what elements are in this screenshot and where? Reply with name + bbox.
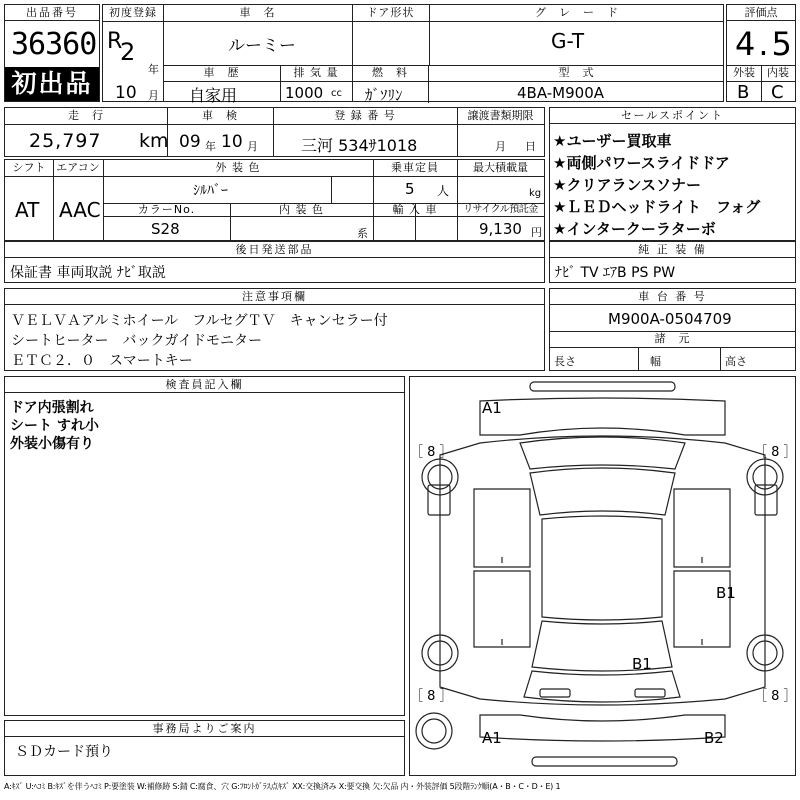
spec-section bbox=[4, 159, 545, 241]
overall-score: 4.5 bbox=[735, 25, 795, 63]
sales-point-item: ★両側パワースライドドア bbox=[553, 154, 730, 172]
ext-color-value: ｼﾙﾊﾞｰ bbox=[193, 183, 228, 199]
aircon-value: AAC bbox=[59, 198, 101, 222]
registration-section bbox=[4, 107, 545, 157]
car-name-label: 車 名 bbox=[239, 6, 276, 19]
sales-point-item: ★インタークーラターボ bbox=[553, 220, 716, 238]
dimensions-label: 諸 元 bbox=[654, 332, 691, 345]
inspection-year: 09 bbox=[179, 132, 201, 152]
sales-point-item: ★ＬＥＤヘッドライト フォグ bbox=[553, 198, 761, 216]
history-label: 車 歴 bbox=[203, 66, 240, 79]
inspection-year-unit: 年 bbox=[205, 140, 216, 153]
exterior-score: B bbox=[737, 82, 750, 103]
car-name: ルーミー bbox=[228, 36, 296, 56]
office-label: 事務局よりご案内 bbox=[5, 721, 404, 737]
office-value: ＳＤカード預り bbox=[15, 744, 113, 760]
color-no-label: カラーNo. bbox=[137, 203, 196, 216]
capacity-label: 乗車定員 bbox=[391, 161, 439, 174]
notes-line: ＶＥＬＶＡアルミホイール フルセグＴＶ キャンセラー付 bbox=[11, 313, 388, 329]
damage-mark-right-b1: B1 bbox=[716, 584, 736, 602]
car-outline-diagram bbox=[410, 377, 795, 775]
tire-tread-front-left: ［ 8 ］ bbox=[410, 445, 453, 460]
damage-mark-rear-b1: B1 bbox=[632, 655, 652, 673]
office-section bbox=[4, 720, 405, 776]
recycle-label: リサイクル預託金 bbox=[463, 204, 538, 215]
genuine-equipment-label: 純 正 装 備 bbox=[550, 242, 795, 258]
lot-label: 出品番号 bbox=[5, 5, 99, 21]
mileage-unit: km bbox=[139, 130, 169, 152]
recycle-value: 9,130 bbox=[479, 220, 522, 238]
inspector-label: 検査員記入欄 bbox=[5, 377, 404, 393]
sales-point-item: ★クリアランスソナー bbox=[553, 176, 701, 194]
plate-label: 登 録 番 号 bbox=[334, 109, 396, 122]
plate-value: 三河 534ｻ1018 bbox=[301, 136, 418, 155]
displacement-label: 排 気 量 bbox=[293, 66, 339, 79]
import-label: 輸 入 車 bbox=[392, 203, 438, 216]
max-load-unit: kg bbox=[529, 188, 542, 199]
score-section bbox=[726, 4, 796, 102]
inspection-month: 10 bbox=[221, 132, 243, 152]
chassis-label: 車 台 番 号 bbox=[550, 289, 795, 305]
grade-value: G-T bbox=[551, 29, 585, 53]
genuine-equipment-section bbox=[549, 241, 796, 283]
genuine-equipment-value: ﾅﾋﾞ TV ｴｱB PS PW bbox=[555, 265, 676, 281]
displacement-unit: cc bbox=[331, 88, 342, 99]
notes-label: 注意事項欄 bbox=[5, 289, 544, 305]
sales-point-item: ★ユーザー買取車 bbox=[553, 132, 672, 150]
first-listing-badge: 初出品 bbox=[5, 67, 99, 101]
capacity-value: 5 bbox=[405, 180, 415, 198]
damage-diagram bbox=[409, 376, 796, 776]
displacement-value: 1000 bbox=[285, 84, 324, 102]
tire-tread-rear-left: ［ 8 ］ bbox=[410, 689, 453, 704]
inspection-label: 車 検 bbox=[202, 109, 238, 122]
tire-tread-front-right: ［ 8 ］ bbox=[754, 445, 797, 460]
mileage-value: 25,797 bbox=[29, 130, 102, 152]
shift-label: シフト bbox=[12, 161, 46, 174]
first-reg-month: 10 bbox=[115, 83, 137, 103]
int-color-label: 内 装 色 bbox=[279, 203, 324, 216]
int-color-unit: 系 bbox=[357, 227, 368, 240]
tire-tread-rear-right: ［ 8 ］ bbox=[754, 689, 797, 704]
sales-points-section bbox=[549, 107, 796, 241]
aircon-label: エアコン bbox=[56, 161, 100, 174]
vehicle-basic-section bbox=[102, 4, 724, 105]
damage-mark-rear-b2: B2 bbox=[704, 729, 724, 747]
notes-line: シートヒーター バックガイドモニター bbox=[11, 333, 263, 349]
mileage-label: 走 行 bbox=[68, 109, 104, 122]
door-label: ドア形状 bbox=[366, 6, 415, 19]
sales-points-label: セールスポイント bbox=[550, 108, 795, 124]
color-no-value: S28 bbox=[151, 220, 180, 238]
interior-score: C bbox=[771, 82, 784, 103]
max-load-label: 最大積載量 bbox=[473, 161, 528, 174]
inspector-line: シート すれ小 bbox=[10, 418, 99, 434]
inspector-line: 外装小傷有り bbox=[10, 436, 94, 452]
first-reg-label: 初度登録 bbox=[109, 6, 157, 19]
interior-score-label: 内装 bbox=[767, 66, 789, 79]
transfer-day-unit: 日 bbox=[525, 140, 536, 153]
chassis-section bbox=[549, 288, 796, 371]
transfer-month-unit: 月 bbox=[495, 140, 506, 153]
first-reg-month-unit: 月 bbox=[148, 89, 159, 102]
shift-value: AT bbox=[15, 198, 40, 222]
fuel-label: 燃 料 bbox=[372, 66, 408, 79]
damage-legend: A:ｷｽﾞ U:ﾍｺﾐ B:ｷｽﾞを伴うﾍｺﾐ P:要塗装 W:補修跡 S:錆 C:腐食、穴 G:ﾌﾛﾝﾄｶﾞﾗｽ点ｷｽﾞ XX:交換済み X:要交換 欠:欠品 内・外装評価 5段階ﾗﾝｸ順(A・B・C・D・E) 1 bbox=[4, 782, 561, 791]
later-parts-label: 後日発送部品 bbox=[5, 242, 544, 258]
recycle-unit: 円 bbox=[531, 226, 542, 239]
first-reg-era: R bbox=[107, 29, 123, 54]
capacity-unit: 人 bbox=[437, 184, 450, 198]
inspector-section bbox=[4, 376, 405, 716]
first-reg-year-unit: 年 bbox=[148, 63, 159, 76]
first-reg-year: 2 bbox=[120, 38, 136, 66]
transfer-due-label: 譲渡書類期限 bbox=[467, 109, 534, 122]
later-parts-section bbox=[4, 241, 545, 283]
inspector-line: ドア内張割れ bbox=[10, 400, 94, 416]
notes-line: ＥＴＣ２．０ スマートキー bbox=[11, 353, 193, 369]
chassis-number: M900A-0504709 bbox=[608, 310, 732, 328]
length-label: 長さ bbox=[554, 355, 576, 368]
inspection-month-unit: 月 bbox=[247, 140, 258, 153]
fuel-value: ｶﾞｿﾘﾝ bbox=[365, 86, 403, 104]
ext-color-label: 外 装 色 bbox=[215, 161, 261, 174]
damage-mark-front-a1: A1 bbox=[482, 399, 502, 417]
history-value: 自家用 bbox=[189, 86, 238, 105]
lot-number: 36360 bbox=[11, 27, 97, 62]
model-code-label: 型 式 bbox=[558, 66, 595, 79]
score-label: 評価点 bbox=[727, 5, 795, 21]
notes-section bbox=[4, 288, 545, 371]
later-parts-value: 保証書 車両取説 ﾅﾋﾞ取説 bbox=[10, 265, 166, 281]
model-code-value: 4BA-M900A bbox=[517, 84, 605, 102]
grade-label: グ レ ー ド bbox=[535, 6, 619, 19]
exterior-score-label: 外装 bbox=[733, 66, 755, 79]
height-label: 高さ bbox=[725, 355, 747, 368]
damage-mark-rear-a1: A1 bbox=[482, 729, 502, 747]
width-label: 幅 bbox=[650, 355, 661, 368]
lot-section bbox=[4, 4, 100, 102]
